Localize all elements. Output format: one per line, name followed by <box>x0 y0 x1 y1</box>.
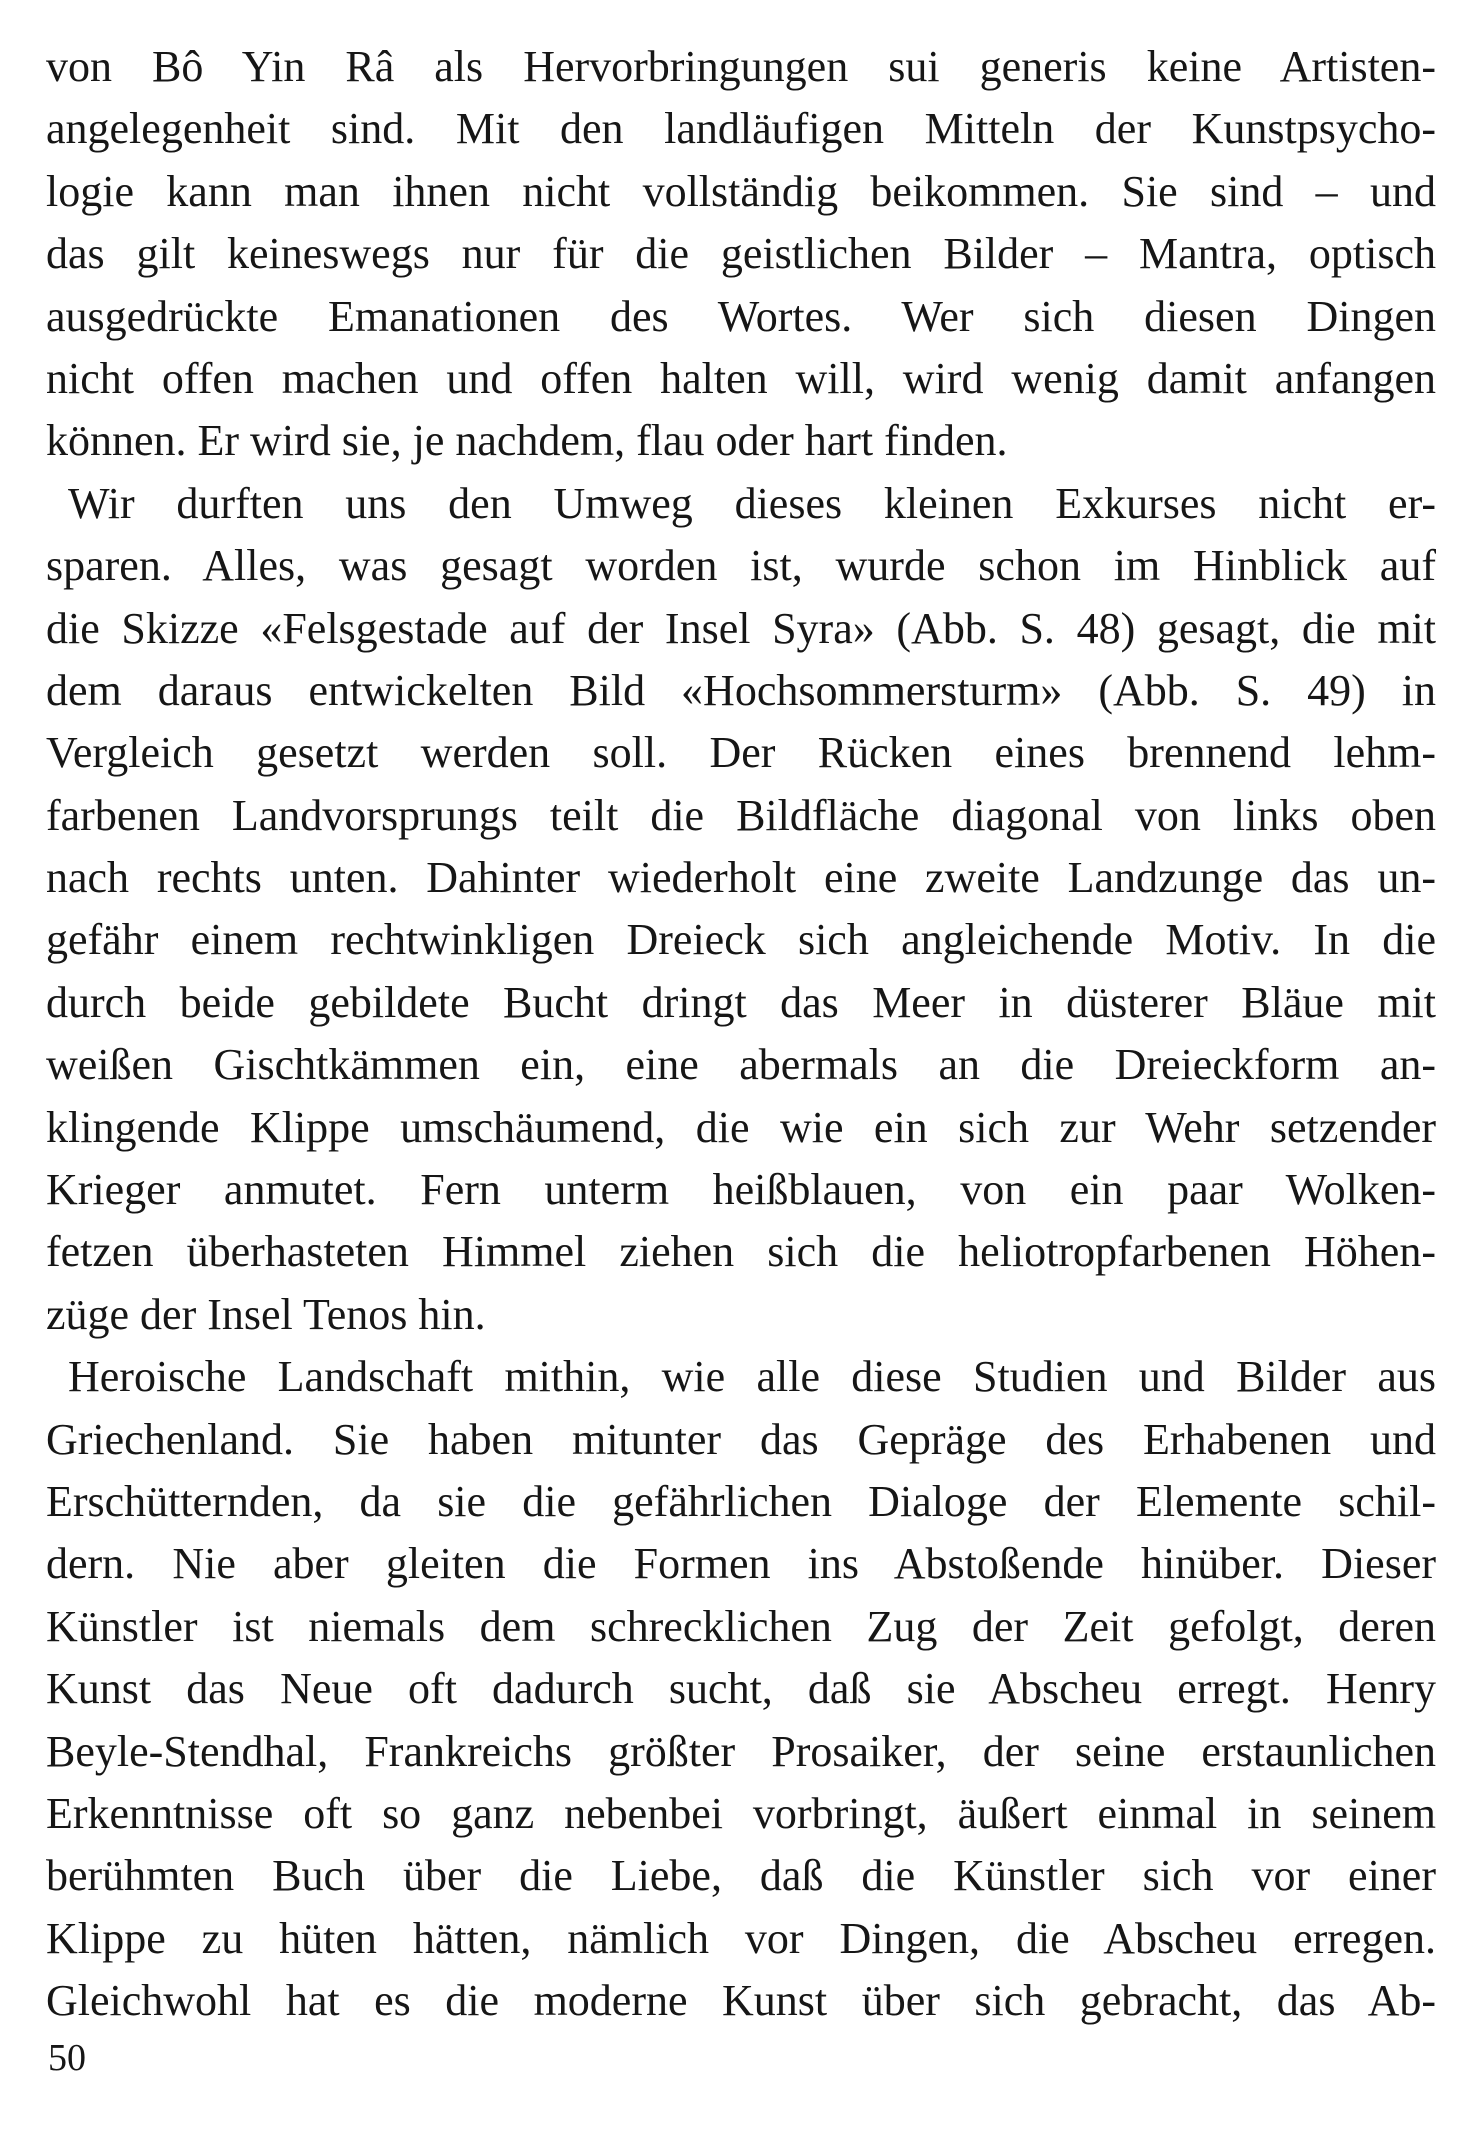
text-line: sparen. Alles, was gesagt worden ist, wurde schon im Hinblick auf <box>46 541 1436 591</box>
text-line: durch beide gebildete Bucht dringt das Meer in düsterer Bläue mit <box>46 977 1436 1027</box>
text-line: berühmten Buch über die Liebe, daß die Künstler sich vor einer <box>46 1851 1436 1901</box>
text-line: Klippe zu hüten hätten, nämlich vor Dingen, die Abscheu erregen. <box>46 1913 1436 1963</box>
text-line: farbenen Landvorsprungs teilt die Bildfläche diagonal von links oben <box>46 790 1436 840</box>
text-line: das gilt keineswegs nur für die geistlichen Bilder – Mantra, optisch <box>46 229 1436 279</box>
text-line: fetzen überhasteten Himmel ziehen sich die heliotropfarbenen Höhen- <box>46 1227 1436 1277</box>
paragraph-1 <box>46 36 1436 473</box>
text-line: dern. Nie aber gleiten die Formen ins Abstoßende hinüber. Dieser <box>46 1539 1436 1589</box>
text-line: züge der Insel Tenos hin. <box>46 1289 486 1339</box>
text-line: Wir durften uns den Umweg dieses kleinen Exkurses nicht er- <box>68 478 1436 528</box>
text-line: Vergleich gesetzt werden soll. Der Rücken eines brennend lehm- <box>46 728 1436 778</box>
text-line: weißen Gischtkämmen ein, eine abermals an die Dreieckform an- <box>46 1040 1436 1090</box>
text-line: nicht offen machen und offen halten will, wird wenig damit anfangen <box>46 353 1436 403</box>
text-line: Beyle-Stendhal, Frankreichs größter Prosaiker, der seine erstaunlichen <box>46 1726 1436 1776</box>
text-line: Kunst das Neue oft dadurch sucht, daß sie Abscheu erregt. Henry <box>46 1664 1436 1714</box>
paragraph-2 <box>46 473 1436 1346</box>
text-line: können. Er wird sie, je nachdem, flau oder hart finden. <box>46 416 1008 466</box>
text-line: ausgedrückte Emanationen des Wortes. Wer sich diesen Dingen <box>46 291 1436 341</box>
text-line: Heroische Landschaft mithin, wie alle diese Studien und Bilder aus <box>68 1352 1436 1402</box>
text-line: die Skizze «Felsgestade auf der Insel Syra» (Abb. S. 48) gesagt, die mit <box>46 603 1436 653</box>
text-line: Griechenland. Sie haben mitunter das Gepräge des Erhabenen und <box>46 1414 1436 1464</box>
text-line: angelegenheit sind. Mit den landläufigen Mitteln der Kunstpsycho- <box>46 104 1436 154</box>
text-line: nach rechts unten. Dahinter wiederholt eine zweite Landzunge das un- <box>46 853 1436 903</box>
text-line: Künstler ist niemals dem schrecklichen Zug der Zeit gefolgt, deren <box>46 1601 1436 1651</box>
text-line: gefähr einem rechtwinkligen Dreieck sich angleichende Motiv. In die <box>46 915 1436 965</box>
text-line: klingende Klippe umschäumend, die wie ein sich zur Wehr setzender <box>46 1102 1436 1152</box>
text-line: von Bô Yin Râ als Hervorbringungen sui generis keine Artisten- <box>46 42 1436 91</box>
page-number: 50 <box>48 2037 86 2079</box>
text-line: Krieger anmutet. Fern unterm heißblauen, von ein paar Wolken- <box>46 1165 1436 1215</box>
text-line: Erschütternden, da sie die gefährlichen Dialoge der Elemente schil- <box>46 1476 1436 1526</box>
text-line: Gleichwohl hat es die moderne Kunst über sich gebracht, das Ab- <box>46 1976 1436 2026</box>
body-text <box>46 36 1436 2033</box>
text-line: logie kann man ihnen nicht vollständig beikommen. Sie sind – und <box>46 166 1436 216</box>
paragraph-3 <box>46 1346 1436 2032</box>
text-line: Erkenntnisse oft so ganz nebenbei vorbringt, äußert einmal in seinem <box>46 1788 1436 1838</box>
text-line: dem daraus entwickelten Bild «Hochsommersturm» (Abb. S. 49) in <box>46 665 1436 715</box>
